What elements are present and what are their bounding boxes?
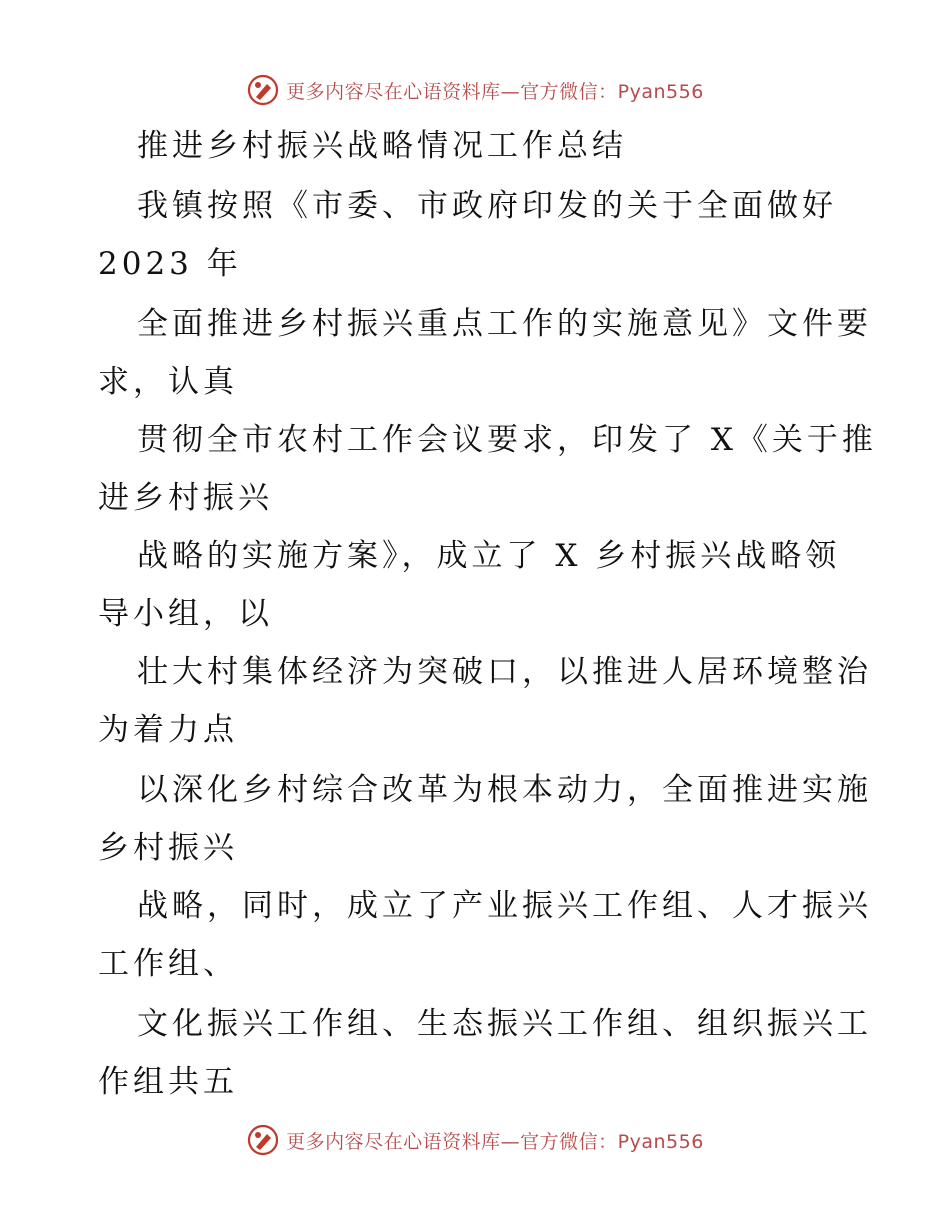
document-line: 作组共五 [98,1064,238,1100]
document-line: 战略，同时，成立了产业振兴工作组、人才振兴 [137,888,872,924]
document-line: 求，认真 [98,364,238,400]
document-line: 全面推进乡村振兴重点工作的实施意见》文件要 [137,306,872,342]
document-line: 贯彻全市农村工作会议要求，印发了 X《关于推 [137,422,877,458]
document-line: 乡村振兴 [98,830,238,866]
document-title: 推进乡村振兴战略情况工作总结 [137,128,627,164]
pen-nib-logo-icon [246,1123,280,1157]
footer-banner [0,1120,950,1160]
document-line: 文化振兴工作组、生态振兴工作组、组织振兴工 [137,1006,872,1042]
document-line: 进乡村振兴 [98,480,273,516]
document-line: 2023 年 [98,246,242,282]
document-line: 工作组、 [98,946,238,982]
document-line: 我镇按照《市委、市政府印发的关于全面做好 [137,188,837,224]
document-line: 战略的实施方案》，成立了 X 乡村振兴战略领 [137,538,841,574]
document-line: 以深化乡村综合改革为根本动力，全面推进实施 [137,772,872,808]
header-banner-text: 更多内容尽在心语资料库—官方微信：Pyan556 [286,80,704,103]
document-line: 导小组，以 [98,596,273,632]
document-line: 为着力点 [98,712,238,748]
document-line: 壮大村集体经济为突破口，以推进人居环境整治 [137,654,872,690]
footer-banner-text: 更多内容尽在心语资料库—官方微信：Pyan556 [286,1130,704,1153]
